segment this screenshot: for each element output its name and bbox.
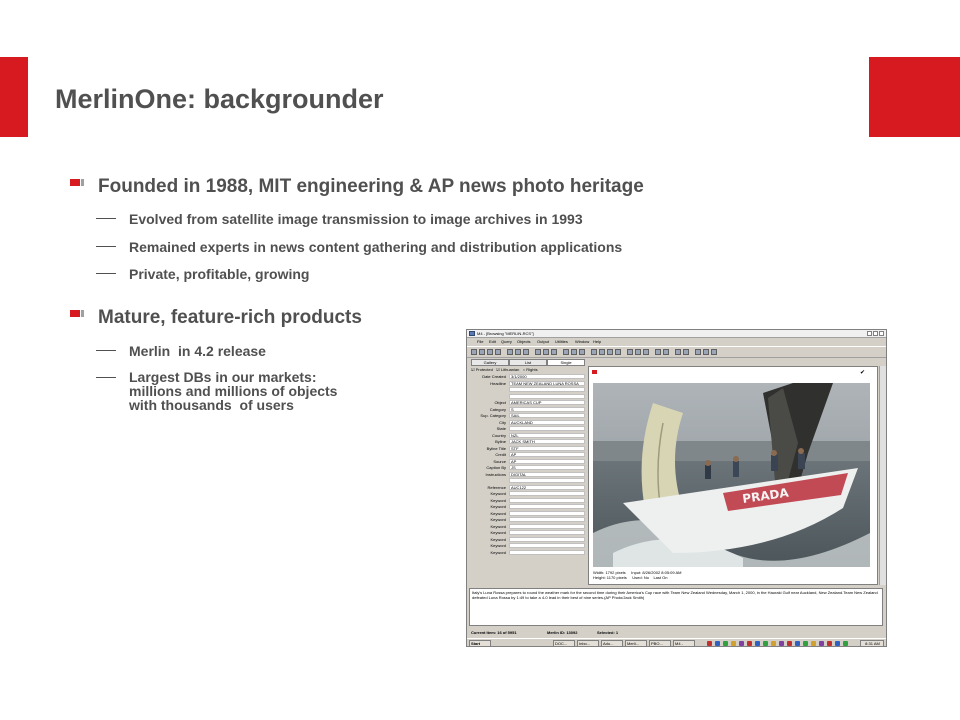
flag-icon: [592, 370, 597, 374]
app-icon: [469, 331, 475, 336]
toolbar-icon: [551, 349, 557, 355]
toolbar-icon: [643, 349, 649, 355]
field-value: [509, 478, 585, 483]
field-value: [509, 426, 585, 431]
metadata-field-row: [469, 491, 586, 497]
field-value: STF: [509, 446, 585, 451]
menu-help: Help: [593, 339, 602, 344]
taskbar-item: Merli...: [625, 640, 647, 647]
window-title: M4 - [Browsing "MERLIN-RCS"]: [477, 331, 534, 336]
field-value: [509, 517, 585, 522]
tray-icon: [787, 641, 792, 646]
field-value: [509, 491, 585, 496]
toolbar-icon: [599, 349, 605, 355]
toolbar-icon: [627, 349, 633, 355]
toolbar-icon: [703, 349, 709, 355]
menu-edit: Edit: [489, 339, 496, 344]
field-label: State: [496, 426, 506, 431]
metadata-field-row: [469, 387, 586, 393]
bullet-marker-icon: [70, 310, 84, 318]
sail-prada-text: PRADA: [741, 485, 790, 506]
field-value: AUC122: [509, 485, 585, 490]
tray-icon: [763, 641, 768, 646]
toolbar-icon: [663, 349, 669, 355]
tray-icon: [723, 641, 728, 646]
metadata-field-row: [469, 485, 586, 491]
dash-icon: [96, 273, 116, 274]
bullet-marker-icon: [70, 179, 84, 187]
sub-bullet-remained: [96, 239, 622, 255]
field-value: AP: [509, 459, 585, 464]
field-label: Keyword: [490, 510, 506, 516]
toolbar-icon: [571, 349, 577, 355]
field-value: 3/1/2000: [509, 374, 585, 379]
field-value: JS: [509, 465, 585, 470]
sub-bullet-evolved: [96, 211, 583, 227]
menu-bar: [467, 338, 886, 345]
image-height: Height: 1170 pixels: [593, 575, 627, 580]
menu-window: Window: [575, 339, 590, 344]
toolbar-icon: [711, 349, 717, 355]
toolbar-icon: [695, 349, 701, 355]
field-label: Keyword: [490, 504, 506, 509]
field-value: [509, 504, 585, 509]
status-current-item: Current Item: 16 of 5951: [471, 630, 517, 635]
menu-output: Output: [537, 339, 550, 344]
tray-icon: [843, 641, 848, 646]
tray-icon: [819, 641, 824, 646]
bullet-founded: [70, 176, 644, 198]
sub-bullet-text: Evolved from satellite image transmission to image archives in 1993: [129, 211, 583, 227]
metadata-field-row: [469, 439, 586, 445]
toolbar: [467, 346, 886, 358]
merlin-app-screenshot: [466, 329, 887, 647]
toolbar-icon: [615, 349, 621, 355]
status-merlin-id: Merlin ID: 13092: [547, 630, 578, 635]
bullet-text: Mature, feature-rich products: [98, 307, 362, 328]
sub-bullet-line: with thousands of users: [129, 397, 294, 413]
sub-bullet-text: Remained experts in news content gathering and distribution applications: [129, 239, 623, 255]
field-label: Keyword: [490, 523, 506, 529]
page-title: MerlinOne: backgrounder: [55, 84, 384, 114]
tray-icon: [795, 641, 800, 646]
checkbox-icon: ☑: [496, 367, 500, 372]
metadata-field-row: [469, 374, 586, 380]
sub-bullet-text: Merlin in 4.2 release: [129, 343, 266, 359]
field-value: DIGITAL: [509, 472, 585, 477]
field-label: Country: [491, 432, 506, 438]
dash-icon: [96, 350, 116, 351]
toolbar-icon: [591, 349, 597, 355]
metadata-field-row: [469, 550, 586, 556]
taskbar-item: PBO...: [649, 640, 671, 647]
menu-utilities: Utilities: [555, 339, 568, 344]
field-value: [509, 498, 585, 503]
field-label: Instructions: [485, 471, 506, 477]
toolbar-icon: [495, 349, 501, 355]
field-label: Source: [493, 458, 506, 464]
field-value: AMERICAS CUP: [509, 400, 585, 405]
metadata-field-row: [469, 413, 586, 419]
sub-bullet-text: Private, profitable, growing: [129, 266, 310, 282]
toolbar-icon: [607, 349, 613, 355]
image-input-date: Input: 8/26/2002 8:05:09 AM: [631, 570, 682, 575]
field-label: Caption By: [486, 465, 506, 470]
tray-icon: [779, 641, 784, 646]
radio-icon: ○: [522, 367, 526, 372]
dash-icon: [96, 377, 116, 378]
field-label: Sup. Category: [480, 413, 506, 418]
toolbar-icon: [471, 349, 477, 355]
metadata-field-row: [469, 537, 586, 543]
field-value: [509, 550, 585, 555]
field-value: [509, 511, 585, 516]
field-label: City: [499, 419, 506, 425]
toolbar-icon: [543, 349, 549, 355]
tray-icon: [835, 641, 840, 646]
field-value: [509, 543, 585, 548]
toolbar-icon: [655, 349, 661, 355]
field-value: S: [509, 407, 585, 412]
tray-icon: [739, 641, 744, 646]
toolbar-icon: [635, 349, 641, 355]
field-value: SAIL: [509, 413, 585, 418]
window-titlebar: [467, 330, 886, 338]
dash-icon: [96, 246, 116, 247]
field-label: Object: [494, 400, 506, 405]
taskbar-item: M4 -: [673, 640, 695, 647]
bullet-mature: [70, 307, 362, 329]
image-last-on: Last On: [653, 575, 668, 580]
image-width: Width: 1792 pixels: [593, 570, 626, 575]
metadata-field-row: [469, 465, 586, 471]
maximize-icon: [873, 331, 878, 336]
toolbar-icon: [683, 349, 689, 355]
tray-icon: [707, 641, 712, 646]
tray-icon: [747, 641, 752, 646]
tray-icon: [811, 641, 816, 646]
field-label: Date Created: [482, 374, 506, 379]
field-value: [509, 387, 585, 392]
red-accent-bar-right: [869, 57, 960, 137]
toolbar-icon: [675, 349, 681, 355]
metadata-field-row: [469, 543, 586, 549]
check-label: Protected: [475, 367, 493, 372]
close-icon: [879, 331, 884, 336]
tray-icon: [771, 641, 776, 646]
toolbar-icon: [523, 349, 529, 355]
menu-query: Query: [501, 339, 512, 344]
windows-taskbar: [467, 638, 886, 647]
metadata-field-row: [469, 511, 586, 517]
field-label: Byline Title: [486, 445, 506, 451]
tab-single: Single: [547, 359, 585, 366]
field-value: JACK SMITH: [509, 439, 585, 444]
taskbar-item: Inbo...: [577, 640, 599, 647]
check-label: Lithuanian: [500, 367, 520, 372]
viewer-scrollbar: [879, 366, 886, 585]
field-label: Keyword: [490, 536, 506, 542]
image-used: Used: No: [632, 575, 649, 580]
field-value: TEAM NEW ZEALAND LUNA ROSSA: [509, 381, 585, 386]
red-accent-bar-left: [0, 57, 28, 137]
field-label: Category: [489, 406, 506, 412]
start-button: Start: [469, 640, 491, 647]
metadata-field-row: [469, 420, 586, 426]
toolbar-icon: [479, 349, 485, 355]
dash-icon: [96, 218, 116, 219]
image-info: [593, 570, 682, 580]
sailboat-photo-svg: [593, 383, 870, 567]
metadata-field-row: [469, 517, 586, 523]
taskbar-item: Ado...: [601, 640, 623, 647]
status-bar: [467, 629, 886, 636]
taskbar-item: DOC...: [553, 640, 575, 647]
toolbar-icon: [535, 349, 541, 355]
metadata-field-row: [469, 472, 586, 478]
metadata-field-row: [469, 459, 586, 465]
metadata-field-row: [469, 452, 586, 458]
sub-bullet-line: Largest DBs in our markets:: [129, 369, 317, 385]
sub-bullet-merlin: [96, 343, 266, 359]
tray-icon: [827, 641, 832, 646]
checkbox-row: [471, 367, 538, 372]
minimize-icon: [867, 331, 872, 336]
field-value: [509, 524, 585, 529]
metadata-field-row: [469, 478, 586, 484]
field-label: Headline: [490, 380, 506, 386]
field-value: AUCKLAND: [509, 420, 585, 425]
metadata-field-row: [469, 524, 586, 530]
checkbox-icon: ☑: [471, 367, 475, 372]
toolbar-icon: [515, 349, 521, 355]
tray-icon: [715, 641, 720, 646]
caption-text: Italy's Luna Rossa prepares to round the weather mark for the second time during their America's Cup race with Team New Zealand Wednesday, March 1, 2000, in the Hauraki Gulf near Auckland, New Zealand.Team New Zealand defeated Luna Rossa by 1:49 to take a 4-0 lead in their best of nine series.(AP Photo/Jack Smith): [469, 588, 883, 626]
view-tabs: [469, 359, 586, 366]
field-label: Keyword: [490, 530, 506, 535]
bullet-text: Founded in 1988, MIT engineering & AP news photo heritage: [98, 176, 644, 197]
sub-bullet-largest: [96, 370, 337, 412]
metadata-field-row: [469, 381, 586, 387]
tray-icon: [803, 641, 808, 646]
metadata-field-row: [469, 446, 586, 452]
metadata-field-row: [469, 400, 586, 406]
field-label: Reference: [487, 484, 506, 490]
metadata-field-row: [469, 504, 586, 510]
status-selected: Selected: 1: [597, 630, 619, 635]
metadata-field-row: [469, 407, 586, 413]
field-label: Keyword: [490, 491, 506, 496]
image-viewer: [588, 366, 878, 585]
toolbar-icon: [507, 349, 513, 355]
metadata-field-row: [469, 426, 586, 432]
toolbar-icon: [563, 349, 569, 355]
field-value: AP: [509, 452, 585, 457]
check-icon: ✔: [859, 370, 865, 376]
metadata-field-row: [469, 394, 586, 400]
sub-bullet-private: [96, 266, 309, 282]
toolbar-icon: [579, 349, 585, 355]
menu-objects: Objects: [517, 339, 531, 344]
menu-file: File: [477, 339, 484, 344]
field-value: [509, 530, 585, 535]
field-label: Credit: [495, 452, 506, 457]
tray-icon: [731, 641, 736, 646]
field-label: Byline: [495, 439, 506, 444]
metadata-field-row: [469, 498, 586, 504]
metadata-field-row: [469, 433, 586, 439]
tab-list: List: [509, 359, 547, 366]
field-label: Keyword: [490, 543, 506, 548]
taskbar-clock: 8:31 AM: [860, 640, 884, 647]
field-label: Keyword: [490, 549, 506, 555]
metadata-panel: [469, 359, 586, 589]
tray-icon: [755, 641, 760, 646]
check-label: Rights: [526, 367, 538, 372]
tab-gallery: Gallery: [471, 359, 509, 366]
toolbar-icon: [487, 349, 493, 355]
sub-bullet-line: millions and millions of objects: [129, 383, 338, 399]
field-label: Keyword: [490, 517, 506, 522]
field-value: NZL: [509, 433, 585, 438]
field-value: [509, 394, 585, 399]
field-label: Keyword: [490, 497, 506, 503]
field-value: [509, 537, 585, 542]
metadata-field-row: [469, 530, 586, 536]
sailboat-photo: [593, 383, 870, 567]
